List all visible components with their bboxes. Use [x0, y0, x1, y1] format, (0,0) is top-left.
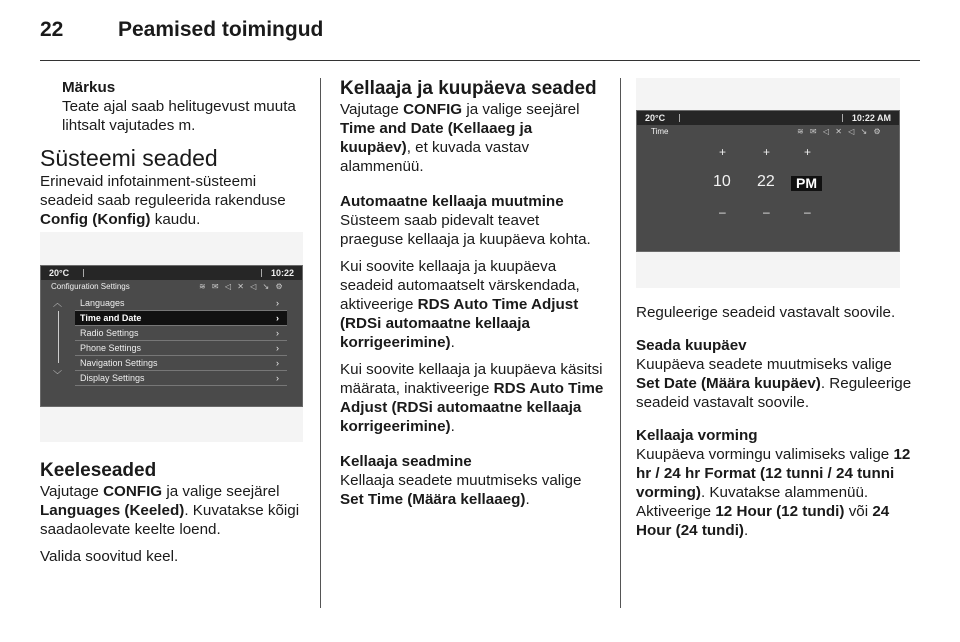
screen-status-bar	[637, 111, 899, 125]
section-language-text: Vajutage CONFIG ja valige seejärel Languages (Keeled). Kuvatakse kõigi saadaolevate keelte loend.	[40, 483, 300, 538]
list-item-phone-settings[interactable]: Phone Settings ›	[75, 341, 287, 356]
column-divider-1	[320, 78, 321, 608]
column-3	[636, 303, 916, 540]
clock-readout: 10:22	[270, 268, 294, 278]
column-1	[40, 78, 308, 229]
set-clock-title: Kellaaja seadmine	[340, 453, 472, 470]
mute-symbol-icon: m	[178, 117, 192, 134]
time-format-text: Kuupäeva vormingu valimiseks valige 12 hr / 24 hr Format (12 tunni / 24 tunni vorming). Kuvatakse alammenüü. Aktiveerige 12 Hour (12 tundi) või 24 Hour (24 tundi).	[636, 446, 911, 539]
section-language-title: Keeleseaded	[40, 460, 157, 481]
chevron-right-icon: ›	[276, 298, 279, 308]
list-item-languages[interactable]: Languages ›	[75, 296, 287, 311]
screen-title: Configuration Settings	[51, 282, 130, 291]
ampm-increment-button[interactable]: +	[804, 145, 812, 159]
list-item-radio-settings[interactable]: Radio Settings ›	[75, 326, 287, 341]
hour-increment-button[interactable]: +	[719, 145, 727, 159]
chevron-right-icon: ›	[276, 373, 279, 383]
screen-status-bar	[41, 266, 302, 280]
set-clock-text: Kellaaja seadete muutmiseks valige Set Time (Määra kellaaeg).	[340, 472, 582, 508]
temperature-readout: 20°C	[49, 268, 70, 278]
note-text: Teate ajal saab helitugevust muuta lihtsalt vajutades m.	[62, 98, 296, 134]
minute-increment-button[interactable]: +	[763, 145, 771, 159]
minute-decrement-button[interactable]: –	[763, 205, 770, 219]
status-icons: ≋ ✉ ◁ ✕ ◁ ↘ ⚙	[199, 282, 285, 291]
section-time-date-title: Kellaaja ja kuupäeva seaded	[340, 78, 597, 99]
section-system-settings-title: Süsteemi seaded	[40, 145, 218, 171]
adjust-text: Reguleerige seadeid vastavalt soovile.	[636, 304, 896, 321]
auto-time-title: Automaatne kellaaja muutmine	[340, 193, 564, 210]
chevron-right-icon: ›	[276, 358, 279, 368]
chevron-right-icon: ›	[276, 313, 279, 323]
temperature-readout: 20°C	[645, 113, 666, 123]
hour-value: 10	[713, 173, 731, 190]
set-date-text: Kuupäeva seadete muutmiseks valige Set Date (Määra kuupäev). Reguleerige seadeid vastavalt soovile.	[636, 356, 912, 411]
set-date-title: Seada kuupäev	[636, 337, 747, 354]
column-1-lower	[40, 460, 308, 566]
list-item-time-and-date[interactable]: Time and Date ›	[75, 311, 287, 326]
note-box	[40, 78, 308, 135]
list-item-display-settings[interactable]: Display Settings ›	[75, 371, 287, 386]
section-system-settings-text: Erinevaid infotainment-süsteemi seadeid saab reguleerida rakenduse Config (Konfig) kaudu.	[40, 173, 286, 228]
scroll-track[interactable]	[58, 311, 59, 363]
screen-title: Time	[651, 127, 669, 136]
time-settings-screen	[636, 110, 900, 252]
hour-decrement-button[interactable]: –	[719, 205, 726, 219]
time-date-intro: Vajutage CONFIG ja valige seejärel Time and Date (Kellaaeg ja kuupäev), et kuvada vastav alammenüü.	[340, 101, 580, 175]
page-title: Peamised toimingud	[118, 18, 324, 41]
column-2	[340, 78, 606, 509]
auto-time-text-3: Kui soovite kellaaja ja kuupäeva käsitsi määrata, inaktiveerige RDS Auto Time Adjust (RDSi automaatne kellaaja korrigeerimine).	[340, 361, 604, 435]
chevron-right-icon: ›	[276, 328, 279, 338]
ampm-value[interactable]: PM	[791, 176, 822, 191]
note-title: Märkus	[62, 79, 116, 96]
page-number: 22	[40, 18, 64, 41]
ampm-decrement-button[interactable]: –	[804, 205, 811, 219]
minute-value: 22	[757, 173, 775, 190]
column-divider-2	[620, 78, 621, 608]
config-settings-screen	[40, 265, 303, 407]
auto-time-text-1: Süsteem saab pidevalt teavet praeguse kellaaja ja kuupäeva kohta.	[340, 212, 591, 248]
chevron-right-icon: ›	[276, 343, 279, 353]
time-format-title: Kellaaja vorming	[636, 427, 758, 444]
scroll-up-icon[interactable]: ︿	[53, 298, 63, 308]
page-header	[40, 18, 323, 42]
list-item-navigation-settings[interactable]: Navigation Settings ›	[75, 356, 287, 371]
auto-time-text-2: Kui soovite kellaaja ja kuupäeva seadeid automaatselt värskendada, aktiveerige RDS Auto Time Adjust (RDSi automaatne kellaaja korrigeerimine).	[340, 258, 580, 351]
scroll-down-icon[interactable]: ﹀	[53, 370, 63, 380]
section-language-text-2: Valida soovitud keel.	[40, 548, 179, 565]
header-rule	[40, 60, 920, 61]
clock-readout: 10:22 AM	[851, 113, 891, 123]
status-icons: ≋ ✉ ◁ ✕ ◁ ↘ ⚙	[797, 127, 883, 136]
settings-list	[75, 296, 287, 386]
